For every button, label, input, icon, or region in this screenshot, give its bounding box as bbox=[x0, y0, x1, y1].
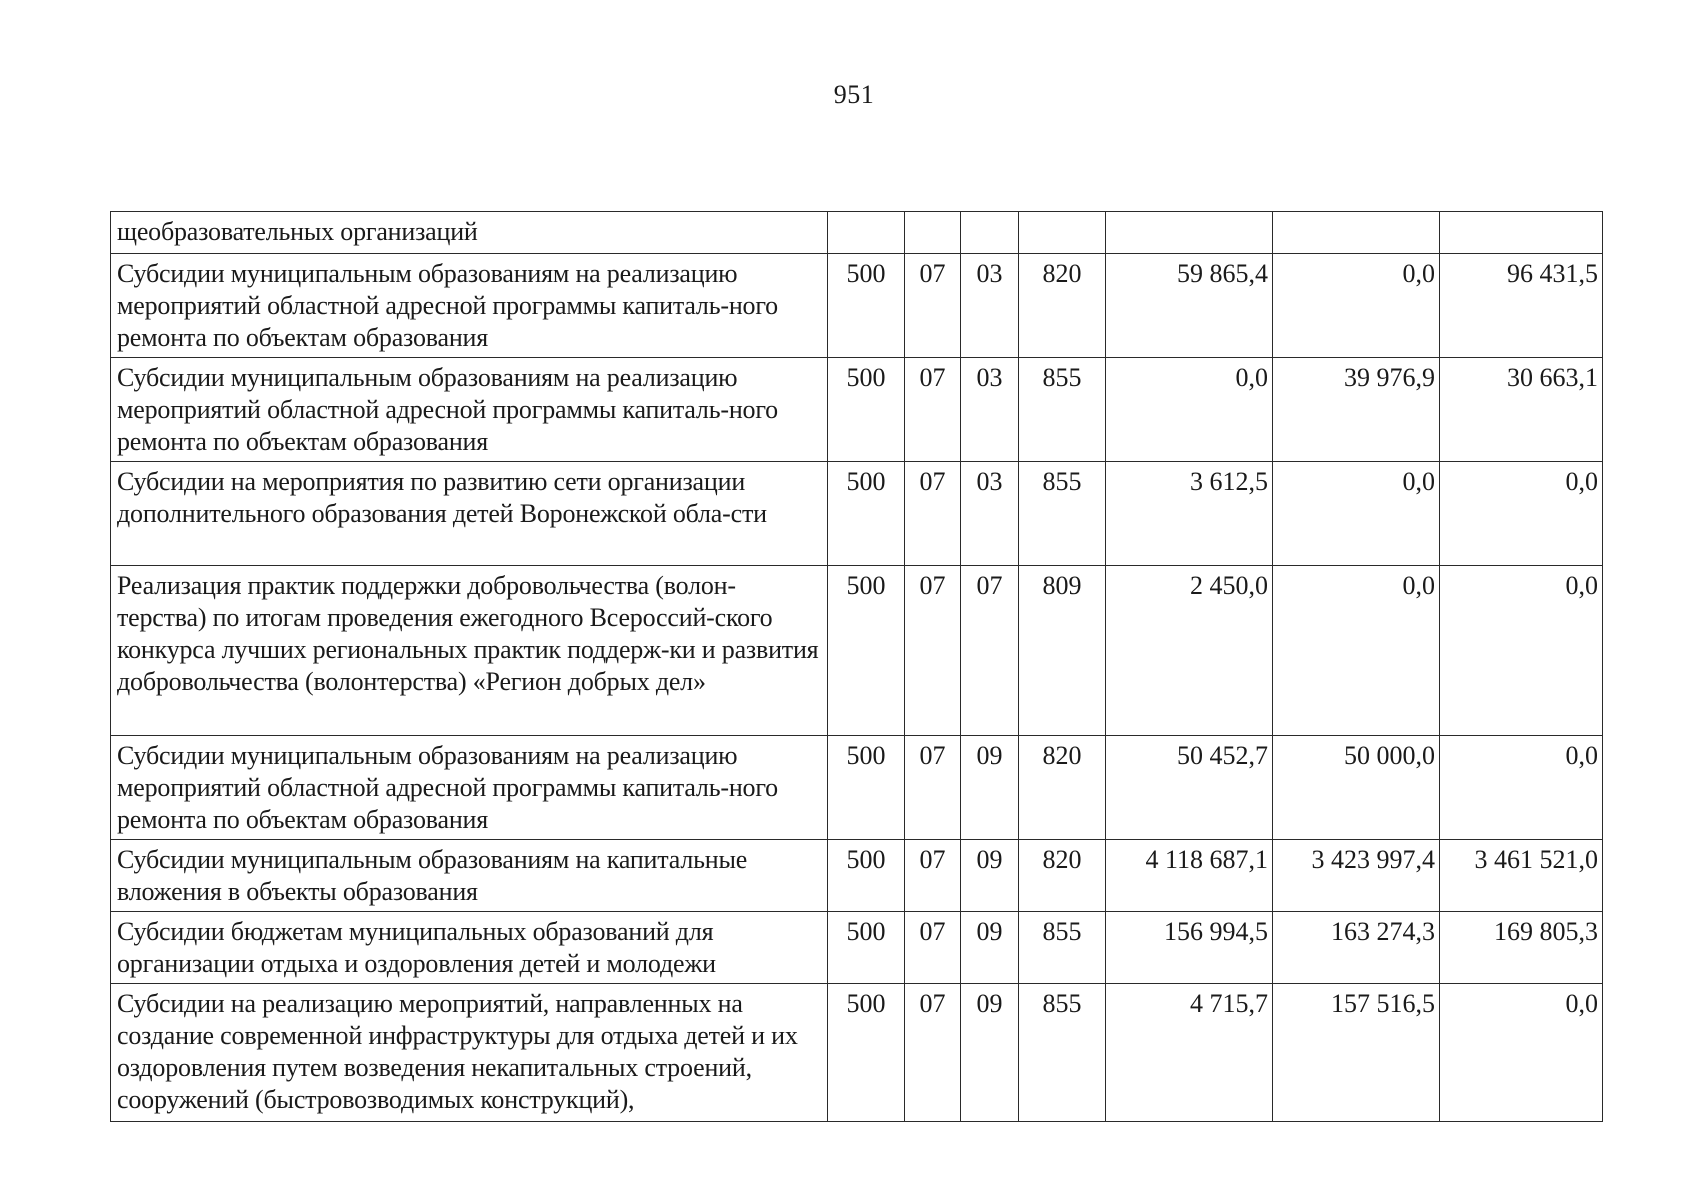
row-gr-code: 500 bbox=[828, 912, 905, 984]
row-pr-code: 09 bbox=[961, 984, 1019, 1122]
row-rz-code: 07 bbox=[905, 358, 961, 462]
row-pr-code: 09 bbox=[961, 840, 1019, 912]
row-pr-code: 07 bbox=[961, 566, 1019, 736]
row-sum-year1: 50 452,7 bbox=[1106, 736, 1273, 840]
row-sum-year2: 163 274,3 bbox=[1273, 912, 1440, 984]
row-vr-code: 820 bbox=[1019, 254, 1106, 358]
row-gr-code: 500 bbox=[828, 736, 905, 840]
row-sum-year2: 50 000,0 bbox=[1273, 736, 1440, 840]
table-row bbox=[111, 212, 1603, 254]
row-rz-code: 07 bbox=[905, 462, 961, 566]
row-pr-code: 09 bbox=[961, 912, 1019, 984]
table-row bbox=[111, 462, 1603, 566]
row-sum-year1: 0,0 bbox=[1106, 358, 1273, 462]
row-gr-code: 500 bbox=[828, 358, 905, 462]
row-sum-year2 bbox=[1273, 212, 1440, 254]
row-sum-year1: 4 715,7 bbox=[1106, 984, 1273, 1122]
row-sum-year3: 0,0 bbox=[1440, 736, 1603, 840]
table-row bbox=[111, 984, 1603, 1122]
row-sum-year1: 4 118 687,1 bbox=[1106, 840, 1273, 912]
row-sum-year1: 3 612,5 bbox=[1106, 462, 1273, 566]
row-sum-year3 bbox=[1440, 212, 1603, 254]
row-description: Субсидии муниципальным образованиям на капитальные вложения в объекты образования bbox=[111, 840, 828, 912]
row-description: Субсидии муниципальным образованиям на реализацию мероприятий областной адресной программы капиталь-ного ремонта по объектам образования bbox=[111, 254, 828, 358]
row-sum-year2: 0,0 bbox=[1273, 462, 1440, 566]
row-description: щеобразовательных организаций bbox=[111, 212, 828, 254]
row-gr-code: 500 bbox=[828, 566, 905, 736]
row-vr-code: 820 bbox=[1019, 736, 1106, 840]
row-pr-code bbox=[961, 212, 1019, 254]
row-vr-code bbox=[1019, 212, 1106, 254]
row-description: Субсидии на реализацию мероприятий, направленных на создание современной инфраструктуры для отдыха детей и их оздоровления путем возведения некапитальных строений, сооружений (быстровозводимых конструкций), bbox=[111, 984, 828, 1122]
row-rz-code: 07 bbox=[905, 984, 961, 1122]
row-description: Субсидии муниципальным образованиям на реализацию мероприятий областной адресной программы капиталь-ного ремонта по объектам образования bbox=[111, 736, 828, 840]
row-rz-code: 07 bbox=[905, 566, 961, 736]
row-sum-year3: 30 663,1 bbox=[1440, 358, 1603, 462]
row-sum-year2: 3 423 997,4 bbox=[1273, 840, 1440, 912]
row-rz-code: 07 bbox=[905, 736, 961, 840]
table-row bbox=[111, 840, 1603, 912]
row-rz-code bbox=[905, 212, 961, 254]
row-sum-year3: 0,0 bbox=[1440, 984, 1603, 1122]
table-row bbox=[111, 254, 1603, 358]
row-gr-code: 500 bbox=[828, 984, 905, 1122]
row-description: Субсидии муниципальным образованиям на реализацию мероприятий областной адресной программы капиталь-ного ремонта по объектам образования bbox=[111, 358, 828, 462]
row-description: Реализация практик поддержки добровольчества (волон-терства) по итогам проведения ежегодного Всероссий-ского конкурса лучших региональных практик поддерж-ки и развития добровольчества (волонтерства) «Регион добрых дел» bbox=[111, 566, 828, 736]
row-sum-year3: 0,0 bbox=[1440, 462, 1603, 566]
row-pr-code: 03 bbox=[961, 358, 1019, 462]
row-pr-code: 03 bbox=[961, 254, 1019, 358]
row-rz-code: 07 bbox=[905, 912, 961, 984]
row-pr-code: 03 bbox=[961, 462, 1019, 566]
row-rz-code: 07 bbox=[905, 840, 961, 912]
row-sum-year2: 157 516,5 bbox=[1273, 984, 1440, 1122]
row-gr-code: 500 bbox=[828, 254, 905, 358]
row-vr-code: 809 bbox=[1019, 566, 1106, 736]
row-gr-code bbox=[828, 212, 905, 254]
table-row bbox=[111, 736, 1603, 840]
row-sum-year3: 3 461 521,0 bbox=[1440, 840, 1603, 912]
row-vr-code: 855 bbox=[1019, 462, 1106, 566]
row-vr-code: 855 bbox=[1019, 912, 1106, 984]
table-row bbox=[111, 358, 1603, 462]
row-gr-code: 500 bbox=[828, 462, 905, 566]
row-sum-year3: 169 805,3 bbox=[1440, 912, 1603, 984]
row-sum-year2: 39 976,9 bbox=[1273, 358, 1440, 462]
row-sum-year3: 96 431,5 bbox=[1440, 254, 1603, 358]
page-number: 951 bbox=[833, 80, 875, 109]
row-vr-code: 820 bbox=[1019, 840, 1106, 912]
row-sum-year2: 0,0 bbox=[1273, 254, 1440, 358]
row-sum-year3: 0,0 bbox=[1440, 566, 1603, 736]
row-gr-code: 500 bbox=[828, 840, 905, 912]
row-rz-code: 07 bbox=[905, 254, 961, 358]
row-vr-code: 855 bbox=[1019, 358, 1106, 462]
row-description: Субсидии бюджетам муниципальных образований для организации отдыха и оздоровления детей и молодежи bbox=[111, 912, 828, 984]
table-body bbox=[111, 212, 1603, 1122]
table-row bbox=[111, 912, 1603, 984]
budget-table bbox=[110, 211, 1603, 1122]
row-description: Субсидии на мероприятия по развитию сети организации дополнительного образования детей Воронежской обла-сти bbox=[111, 462, 828, 566]
row-sum-year1: 2 450,0 bbox=[1106, 566, 1273, 736]
row-sum-year1 bbox=[1106, 212, 1273, 254]
row-sum-year1: 156 994,5 bbox=[1106, 912, 1273, 984]
row-pr-code: 09 bbox=[961, 736, 1019, 840]
row-sum-year2: 0,0 bbox=[1273, 566, 1440, 736]
table-row bbox=[111, 566, 1603, 736]
row-vr-code: 855 bbox=[1019, 984, 1106, 1122]
row-sum-year1: 59 865,4 bbox=[1106, 254, 1273, 358]
